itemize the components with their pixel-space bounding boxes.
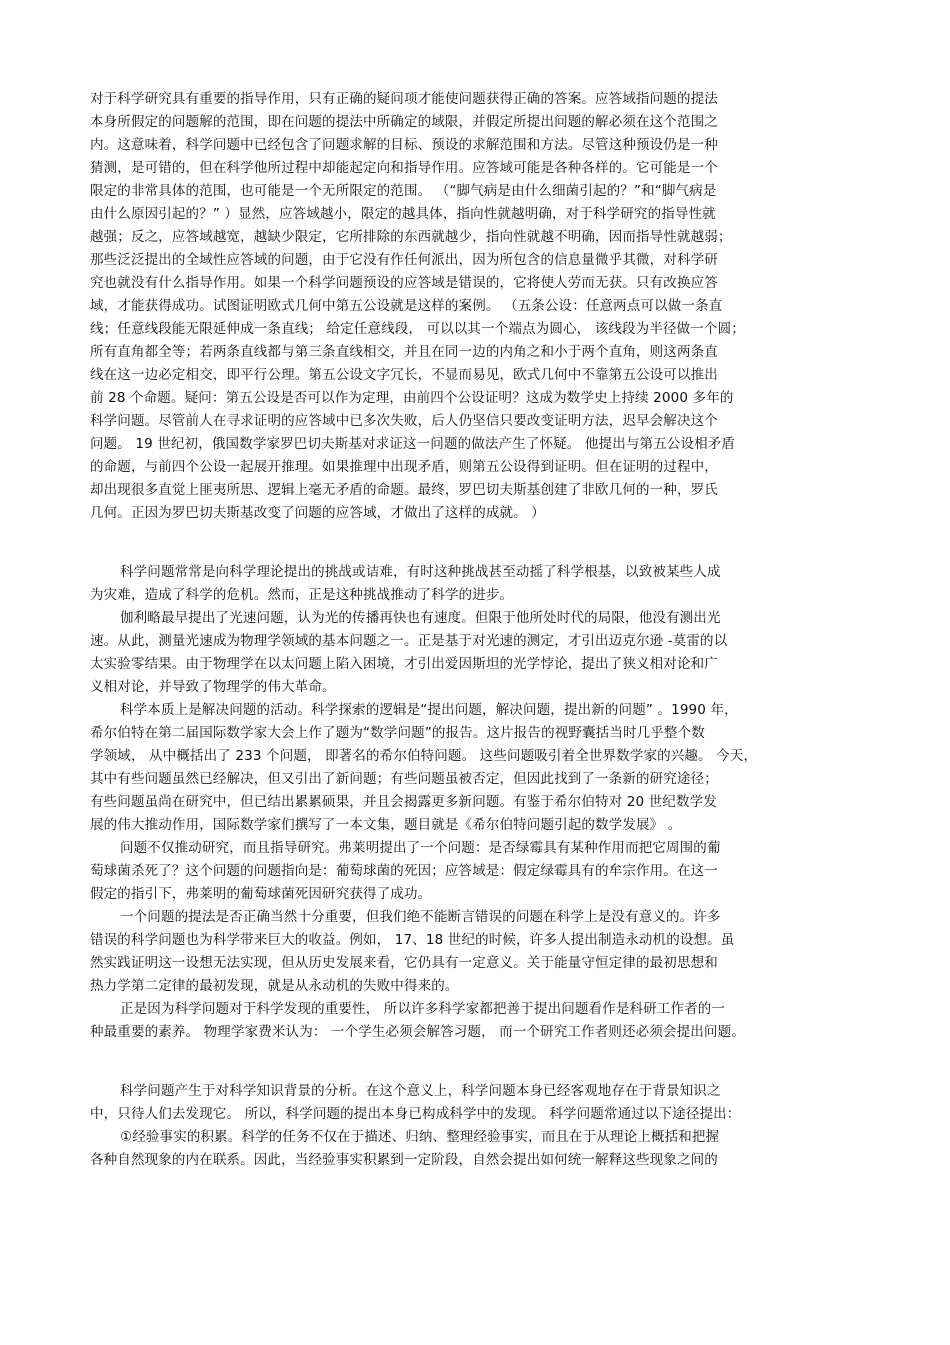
text-line: 展的伟大推动作用，国际数学家们撰写了一本文集，题目就是《希尔伯特问题引起的数学发展》 。: [90, 817, 682, 833]
text-line: 希尔伯特在第二届国际数学家大会上作了题为“数学问题”的报告。这片报告的视野囊括当时几乎整个数: [90, 725, 705, 741]
text-line: 越强；反之，应答域越宽，越缺少限定，它所排除的东西就越少，指向性就越不明确，因而指导性就越弱；: [90, 229, 732, 245]
text-line: 本身所假定的问题解的范围，即在问题的提法中所确定的域限，并假定所提出问题的解必须在这个范围之: [90, 114, 718, 130]
text-line: 域，才能获得成功。试图证明欧式几何中第五公设就是这样的案例。 （五条公设：任意两点可以做一条直: [90, 298, 723, 314]
text-line: 伽利略最早提出了光速问题，认为光的传播再快也有速度。但限于他所处时代的局限，他没有测出光: [120, 610, 721, 626]
text-line: 热力学第二定律的最初发现，就是从永动机的失败中得来的。: [90, 978, 459, 994]
text-line: 为灾难，造成了科学的危机。然而，正是这种挑战推动了科学的进步。: [90, 587, 514, 603]
text-line: 各种自然现象的内在联系。因此，当经验事实积累到一定阶段，自然会提出如何统一解释这些现象之间的: [90, 1152, 718, 1168]
text-line: 科学本质上是解决问题的活动。科学探索的逻辑是“提出问题，解决问题，提出新的问题” 。1990 年，: [120, 702, 738, 718]
text-line: 萄球菌杀死了？这个问题的问题指向是：葡萄球菌的死因；应答域是：假定绿霉具有的牟宗作用。在这一: [90, 863, 718, 879]
text-line: 有些问题虽尚在研究中，但已结出累累硕果，并且会揭露更多新问题。有鉴于希尔伯特对 20 世纪数学发: [90, 794, 717, 810]
text-line: 所有直角都全等；若两条直线都与第三条直线相交，并且在同一边的内角之和小于两个直角，则这两条直: [90, 344, 718, 360]
text-line: 太实验零结果。由于物理学在以太问题上陷入困境，才引出爱因斯坦的光学悖论，提出了狭义相对论和广: [90, 656, 718, 672]
text-line: 错误的科学问题也为科学带来巨大的收益。例如， 17、18 世纪的时候，许多人提出制造永动机的设想。虽: [90, 932, 735, 948]
text-line: 正是因为科学问题对于科学发现的重要性， 所以许多科学家都把善于提出问题看作是科研工作者的一: [120, 1001, 726, 1017]
text-line: 问题不仅推动研究，而且指导研究。弗莱明提出了一个问题：是否绿霉具有某种作用而把它周围的葡: [120, 840, 721, 856]
text-line: 由什么原因引起的？” ）显然，应答域越小，限定的越具体，指向性就越明确，对于科学研究的指导性就: [90, 206, 716, 222]
text-line: 种最重要的素养。 物理学家费米认为： 一个学生必须会解答习题， 而一个研究工作者则还必须会提出问题。: [90, 1024, 745, 1040]
text-line: 学领域， 从中概括出了 233 个问题， 即著名的希尔伯特问题。 这些问题吸引着全世界数学家的兴趣。 今天，: [90, 748, 758, 764]
text-line: 其中有些问题虽然已经解决，但又引出了新问题；有些问题虽被否定，但因此找到了一条新的研究途径；: [90, 771, 718, 787]
text-line: 速。从此，测量光速成为物理学领域的基本问题之一。正是基于对光速的测定，才引出迈克尔逊 -莫雷的以: [90, 633, 728, 649]
text-line: 却出现很多直觉上匪夷所思、逻辑上毫无矛盾的命题。最终，罗巴切夫斯基创建了非欧几何的一种，罗氏: [90, 482, 718, 498]
text-line: 中，只待人们去发现它。 所以，科学问题的提出本身已构成科学中的发现。 科学问题常通过以下途径提出：: [90, 1106, 741, 1122]
text-line: 究也就没有什么指导作用。如果一个科学问题预设的应答域是错误的，它将使人劳而无获。只有改换应答: [90, 275, 718, 291]
text-line: 那些泛泛提出的全域性应答域的问题，由于它没有作任何派出，因为所包含的信息量微乎其微，对科学研: [90, 252, 718, 268]
text-line: 前 28 个命题。疑问：第五公设是否可以作为定理，由前四个公设证明？这成为数学史上持续 2000 多年的: [90, 390, 734, 406]
text-line: 几何。正因为罗巴切夫斯基改变了问题的应答域，才做出了这样的成就。 ）: [90, 505, 545, 521]
text-line: 义相对论，并导致了物理学的伟大革命。: [90, 679, 336, 695]
text-line: 线在这一边必定相交，即平行公理。第五公设文字冗长，不显而易见，欧式几何中不靠第五公设可以推出: [90, 367, 718, 383]
text-line: ①经验事实的积累。科学的任务不仅在于描述、归纳、整理经验事实，而且在于从理论上概括和把握: [120, 1129, 720, 1145]
text-line: 内。这意味着，科学问题中已经包含了问题求解的目标、预设的求解范围和方法。尽管这种预设仍是一种: [90, 137, 718, 153]
text-line: 对于科学研究具有重要的指导作用，只有正确的疑问项才能使问题获得正确的答案。应答域指问题的提法: [90, 91, 718, 107]
text-line: 猜测，是可错的，但在科学他所过程中却能起定向和指导作用。应答域可能是各种各样的。它可能是一个: [90, 160, 718, 176]
text-line: 科学问题产生于对科学知识背景的分析。在这个意义上，科学问题本身已经客观地存在于背景知识之: [120, 1083, 721, 1099]
text-line: 假定的指引下，弗莱明的葡萄球菌死因研究获得了成功。: [90, 886, 432, 902]
text-line: 一个问题的提法是否正确当然十分重要，但我们绝不能断言错误的问题在科学上是没有意义的。许多: [120, 909, 721, 925]
text-line: 问题。 19 世纪初，俄国数学家罗巴切夫斯基对求证这一问题的做法产生了怀疑。 他提出与第五公设相矛盾: [90, 436, 736, 452]
text-line: 线；任意线段能无限延伸成一条直线； 给定任意线段， 可以以其一个端点为圆心， 该线段为半径做一个圆；: [90, 321, 745, 337]
text-line: 然实践证明这一设想无法实现，但从历史发展来看，它仍具有一定意义。关于能量守恒定律的最初思想和: [90, 955, 718, 971]
text-line: 科学问题常常是向科学理论提出的挑战或诘难，有时这种挑战甚至动摇了科学根基，以致被某些人成: [120, 564, 721, 580]
text-line: 科学问题。尽管前人在寻求证明的应答域中已多次失败，后人仍坚信只要改变证明方法，迟早会解决这个: [90, 413, 718, 429]
text-line: 的命题，与前四个公设一起展开推理。如果推理中出现矛盾，则第五公设得到证明。但在证明的过程中，: [90, 459, 718, 475]
text-line: 限定的非常具体的范围，也可能是一个无所限定的范围。 （“脚气病是由什么细菌引起的？”和“脚气病是: [90, 183, 717, 199]
